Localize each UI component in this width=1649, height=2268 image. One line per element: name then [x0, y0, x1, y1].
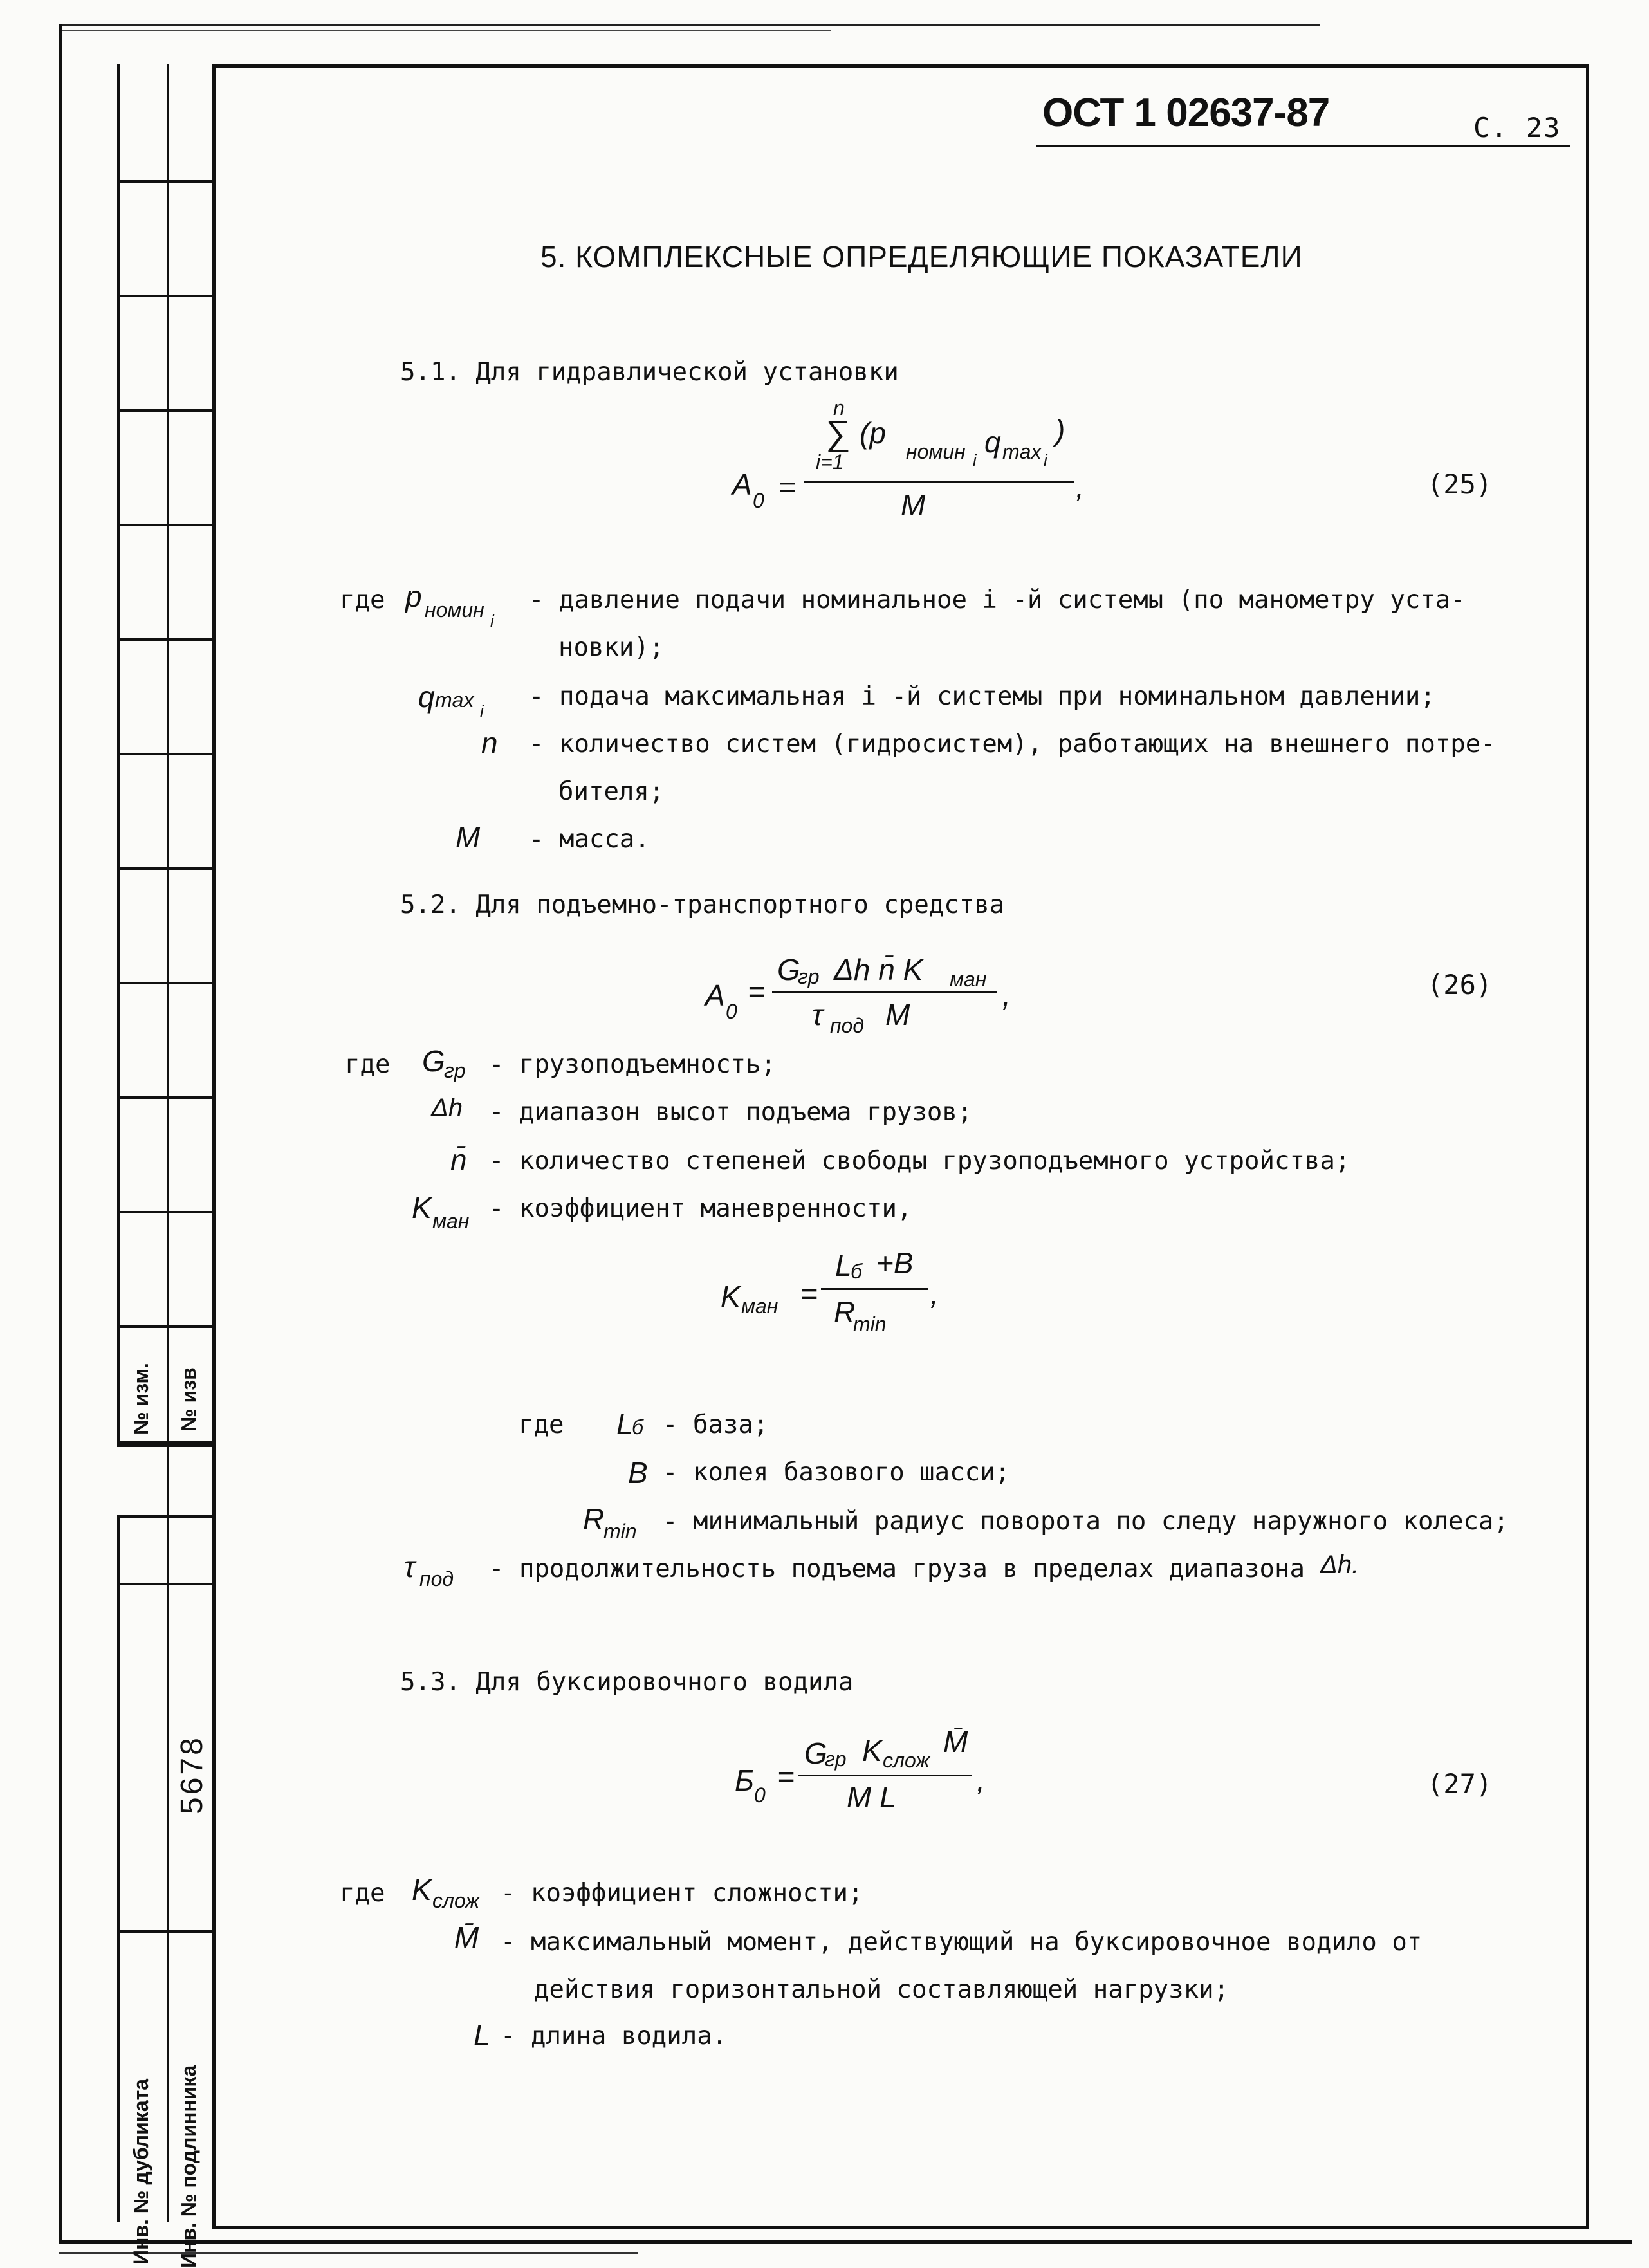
formula-25-comma: , — [1076, 470, 1084, 504]
strip-gap — [113, 1444, 121, 1515]
def-q-text: - подача максимальная i -й системы при номинальном давлении; — [529, 682, 1435, 711]
formula-25-p: (p — [860, 416, 886, 450]
formula-25-sum-top: n — [833, 396, 845, 419]
formula-kman-den-r: R — [834, 1295, 856, 1329]
section-title: 5. КОМПЛЕКСНЫЕ ОПРЕДЕЛЯЮЩИЕ ПОКАЗАТЕЛИ — [540, 240, 1303, 273]
kman-where: где — [519, 1410, 564, 1439]
formula-25-q-sub: max — [1002, 440, 1042, 463]
formula-kman-lhs: K — [721, 1280, 741, 1313]
def-g-text: - грузоподъемность; — [489, 1050, 777, 1079]
strip-row-divider — [120, 524, 216, 526]
formula-kman-fraction-bar — [821, 1288, 928, 1290]
formula-26-num-g-sub: гр — [798, 965, 820, 988]
strip-gap-bottom — [117, 1515, 214, 1518]
def-n-cont: бителя; — [558, 777, 665, 806]
formula-25-p-sub-i: i — [973, 450, 977, 470]
formula-26-num-kman-sub: ман — [950, 968, 987, 991]
def-p-text: - давление подачи номинальное i -й системы (по манометру уста- — [529, 585, 1466, 614]
def-mbar-symbol: M̄ — [454, 1921, 479, 1954]
s53-title: 5.3. Для буксировочного водила — [400, 1668, 854, 1697]
s52-where: где — [345, 1050, 391, 1079]
formula-25-p-sub: номин — [906, 440, 966, 463]
def-q-sub-i: i — [480, 701, 484, 721]
equation-number-25: (25) — [1427, 468, 1493, 500]
def-g-sub: гр — [444, 1059, 466, 1082]
formula-kman-comma: , — [930, 1277, 939, 1311]
formula-kman-den-r-sub: min — [853, 1313, 887, 1336]
s52-title: 5.2. Для подъемно-транспортного средства — [400, 890, 1005, 919]
formula-25-lhs: A — [732, 468, 752, 501]
page-number: С. 23 — [1473, 112, 1561, 143]
def-n-symbol: n — [481, 726, 498, 760]
formula-kman-eq: = — [800, 1277, 818, 1311]
formula-25-fraction-bar — [804, 481, 1074, 483]
formula-27-fraction-bar — [798, 1775, 972, 1776]
header-underline — [1036, 145, 1570, 147]
formula-27-den: M L — [847, 1780, 896, 1814]
def-dh-text: - диапазон высот подъема грузов; — [489, 1098, 973, 1127]
def-dh-symbol: Δh — [431, 1094, 463, 1122]
def-b-symbol: B — [628, 1456, 648, 1489]
strip-row-divider — [120, 1325, 216, 1328]
def-p-sub-i: i — [490, 611, 494, 631]
def-mbar-text: - максимальный момент, действующий на буксировочное водило от — [501, 1928, 1423, 1957]
strip-row-divider — [120, 1441, 216, 1444]
def-p-sub: номин — [425, 598, 484, 622]
formula-26-fraction-bar — [772, 991, 997, 993]
strip-row-divider — [120, 1096, 216, 1099]
formula-25-eq: = — [778, 470, 796, 504]
formula-27-num-k: K — [862, 1734, 882, 1767]
formula-27-num-m: M̄ — [943, 1725, 968, 1758]
formula-26-den-tau-sub: под — [830, 1014, 865, 1037]
def-nbar-text: - количество степеней свободы грузоподъемного устройства; — [489, 1147, 1350, 1175]
strip-row-divider — [120, 867, 216, 870]
formula-27-num-k-sub: слож — [883, 1749, 930, 1772]
formula-26-lhs-sub: 0 — [726, 1000, 737, 1023]
def-rmin-symbol: R — [583, 1502, 605, 1536]
formula-kman-lhs-sub: ман — [741, 1295, 778, 1318]
strip-column-divider — [167, 64, 169, 2222]
s51-where: где — [340, 585, 385, 614]
s51-title: 5.1. Для гидравлической установки — [400, 358, 899, 387]
def-tau-end: Δh. — [1320, 1551, 1359, 1579]
def-rmin-text: - минимальный радиус поворота по следу наружного колеса; — [663, 1507, 1509, 1536]
strip-row-divider — [120, 753, 216, 755]
formula-kman-num-l: L — [835, 1249, 852, 1282]
def-tau-symbol: τ — [404, 1550, 416, 1583]
def-rmin-sub: min — [603, 1520, 637, 1543]
formula-26-comma: , — [1002, 979, 1011, 1012]
def-q-symbol: q — [418, 680, 435, 714]
def-kman-text: - коэффициент маневренности, — [489, 1194, 912, 1223]
formula-25-sigma: ∑ — [825, 414, 850, 452]
def-b-text: - колея базового шасси; — [663, 1458, 1011, 1487]
def-tau-text: - продолжительность подъема груза в пределах диапазона — [489, 1554, 1305, 1583]
formula-27-eq: = — [777, 1760, 795, 1793]
equation-number-27: (27) — [1427, 1768, 1493, 1800]
orig-inv-label: Инв. № подлинника — [177, 2065, 200, 2268]
def-l-text: - длина водила. — [501, 2022, 728, 2051]
formula-25-q-sub-i: i — [1044, 450, 1047, 470]
def-p-symbol: p — [405, 580, 422, 613]
def-tau-sub: под — [419, 1567, 454, 1590]
def-lb-sub: б — [632, 1415, 643, 1439]
strip-section-divider — [120, 1583, 216, 1585]
strip-row-divider — [120, 1930, 216, 1933]
strip-row-divider — [120, 1211, 216, 1213]
formula-27-lhs: Б — [735, 1764, 754, 1797]
izm-label: № изм. — [129, 1363, 152, 1435]
def-p-cont: новки); — [558, 633, 665, 662]
dup-inv-label: Инв. № дубликата — [129, 2078, 152, 2265]
formula-26-num-g: G — [777, 953, 800, 986]
orig-inv-value: 5678 — [175, 1735, 209, 1814]
side-stamp-strip — [117, 64, 216, 2268]
def-m-symbol: M — [456, 820, 481, 854]
def-q-sub: max — [435, 688, 474, 712]
def-n-text: - количество систем (гидросистем), работающих на внешнего потре- — [529, 730, 1496, 759]
formula-26-eq: = — [748, 975, 765, 1008]
document-code: ОСТ 1 02637-87 — [1042, 91, 1330, 135]
def-kman-sub: ман — [432, 1210, 470, 1233]
def-m-text: - масса. — [529, 825, 650, 854]
formula-25-close: ) — [1055, 414, 1065, 447]
formula-27-lhs-sub: 0 — [754, 1784, 766, 1807]
strip-gap-top — [117, 1444, 214, 1447]
def-nbar-symbol: n̄ — [450, 1143, 467, 1177]
formula-27-comma: , — [977, 1764, 985, 1797]
formula-kman-num-b: +B — [876, 1246, 914, 1280]
formula-25-q: q — [984, 425, 1001, 459]
formula-26-den-m: M — [885, 998, 910, 1031]
formula-27-num-g: G — [804, 1737, 827, 1770]
def-g-symbol: G — [422, 1044, 445, 1078]
strip-row-divider — [120, 982, 216, 984]
strip-row-divider — [120, 180, 216, 183]
def-kman-symbol: K — [412, 1191, 432, 1224]
def-l-symbol: L — [474, 2018, 490, 2052]
def-kslozh-sub: слож — [432, 1889, 480, 1912]
strip-row-divider — [120, 409, 216, 412]
formula-25-lhs-sub: 0 — [753, 489, 764, 512]
formula-kman-num-l-sub: б — [851, 1260, 862, 1283]
formula-26-lhs: A — [705, 979, 725, 1012]
formula-27-num-g-sub: гр — [825, 1747, 847, 1771]
def-mbar-cont: действия горизонтальной составляющей нагрузки; — [534, 1975, 1230, 2004]
strip-row-divider — [120, 295, 216, 297]
formula-25-den: M — [901, 488, 926, 522]
formula-26-num-rest: Δh n̄ K — [834, 953, 923, 986]
def-lb-symbol: L — [616, 1407, 633, 1441]
formula-25-sum-bottom: i=1 — [816, 450, 844, 474]
formula-26-den-tau: τ — [812, 998, 824, 1031]
equation-number-26: (26) — [1427, 969, 1493, 1000]
s53-where: где — [340, 1879, 385, 1908]
def-lb-text: - база; — [663, 1410, 769, 1439]
def-kslozh-text: - коэффициент сложности; — [501, 1879, 863, 1908]
def-kslozh-symbol: K — [412, 1873, 432, 1906]
izv-label: № изв — [177, 1367, 200, 1432]
strip-row-divider — [120, 638, 216, 641]
